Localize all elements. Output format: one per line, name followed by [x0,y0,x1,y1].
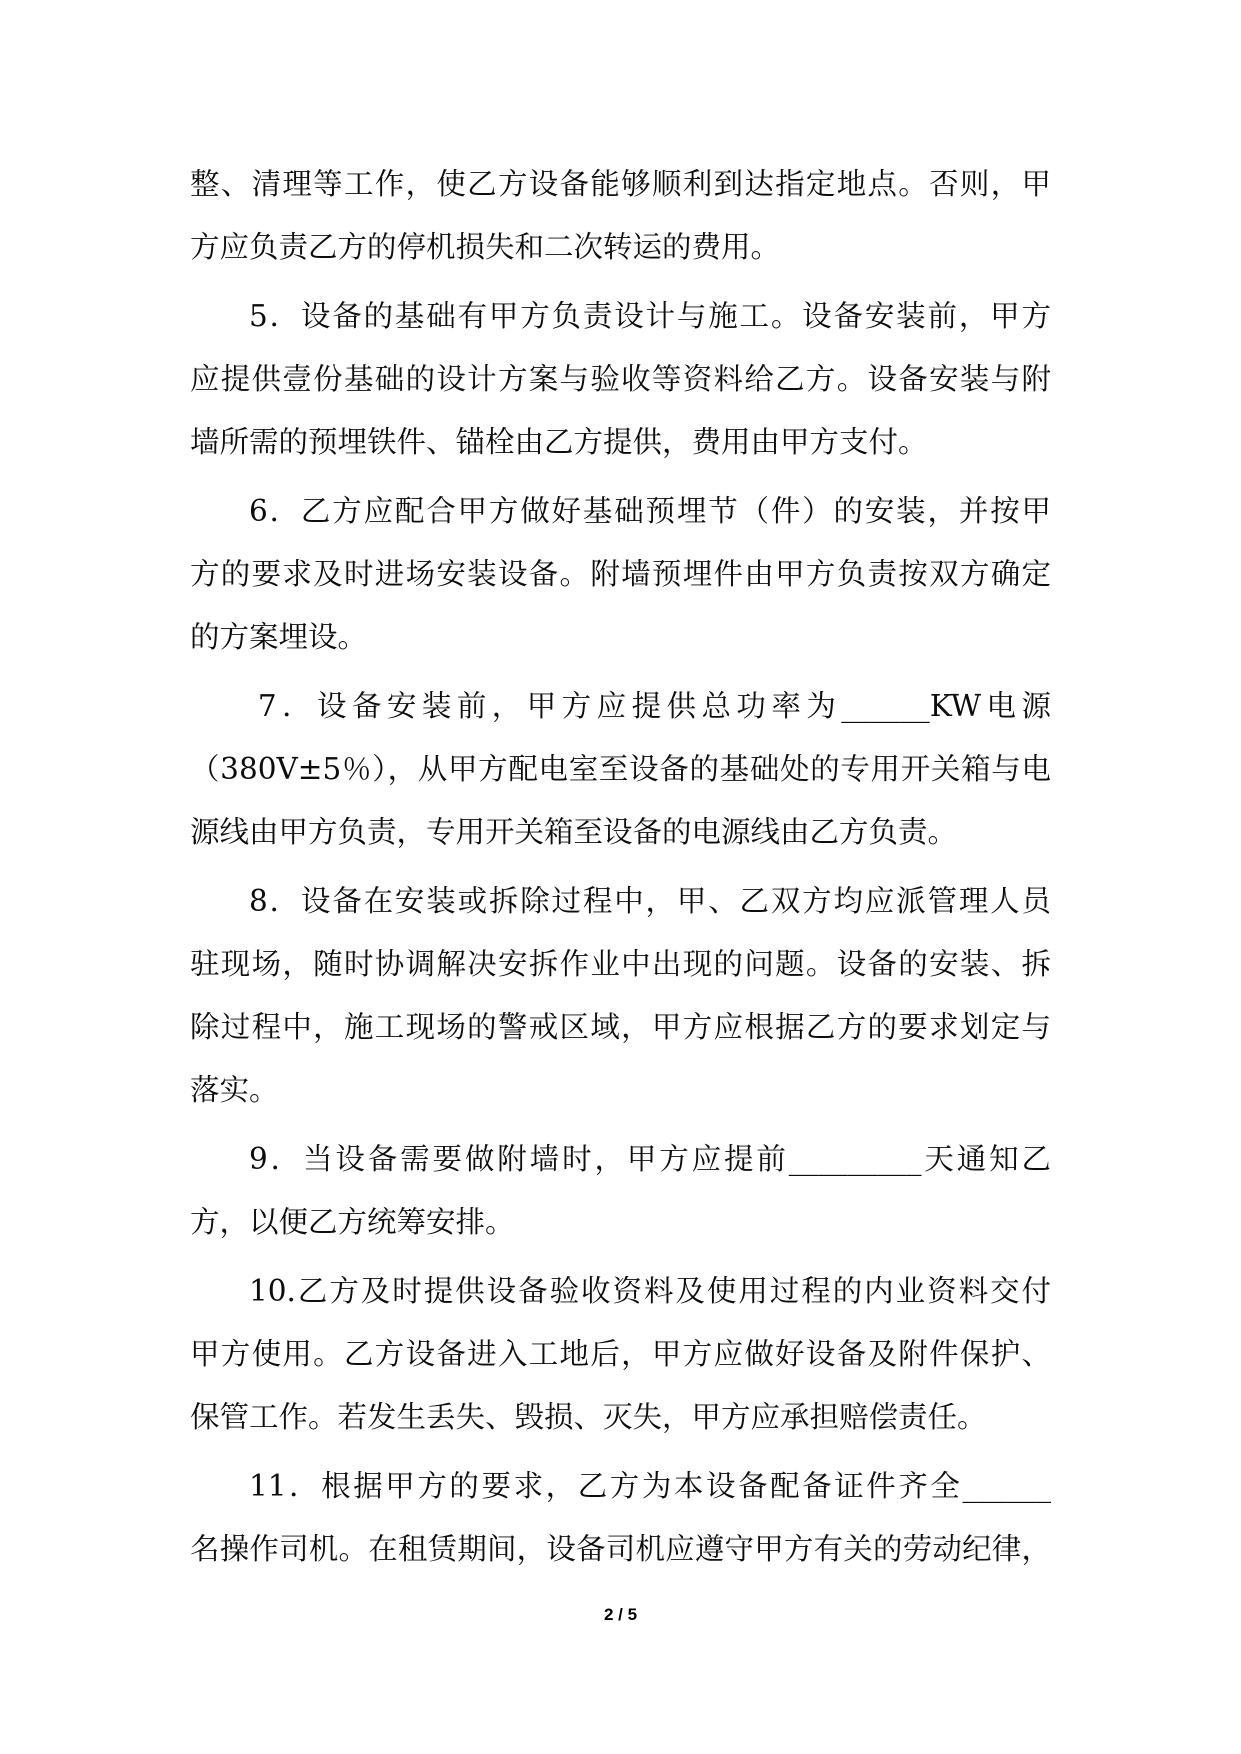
text-line: 整、清理等工作，使乙方设备能够顺利到达指定地点。否则，甲 [190,167,1051,201]
text-line: 除过程中，施工现场的警戒区域，甲方应根据乙方的要求划定与 [190,1010,1051,1044]
text-line: 应提供壹份基础的设计方案与验收等资料给乙方。设备安装与附 [190,362,1051,396]
text-line: 7．设备安装前，甲方应提供总功率为______KW电源 [257,689,1051,723]
document-body [190,153,1051,1581]
text-line: 11．根据甲方的要求，乙方为本设备配备证件齐全______ [249,1469,1051,1503]
text-line: 驻现场，随时协调解决安拆作业中出现的问题。设备的安装、拆 [190,947,1051,981]
page-number: 2 / 5 [603,1605,638,1624]
paragraph-clause-5 [190,285,1051,474]
text-line: 9．当设备需要做附墙时，甲方应提前_________天通知乙 [249,1142,1051,1176]
paragraph-clause-4-continued [190,153,1051,279]
text-line: 5．设备的基础有甲方负责设计与施工。设备安装前，甲方 [249,299,1051,333]
text-line: 源线由甲方负责，专用开关箱至设备的电源线由乙方负责。 [190,815,958,849]
text-line: 墙所需的预埋铁件、锚栓由乙方提供，费用由甲方支付。 [190,425,928,459]
paragraph-clause-11 [190,1455,1051,1581]
paragraph-clause-9 [190,1128,1051,1254]
text-line: 名操作司机。在租赁期间，设备司机应遵守甲方有关的劳动纪律， [190,1532,1051,1566]
paragraph-clause-7 [190,675,1051,864]
text-line: 方，以便乙方统筹安排。 [190,1205,515,1239]
text-line: 甲方使用。乙方设备进入工地后，甲方应做好设备及附件保护、 [190,1337,1051,1371]
paragraph-clause-6 [190,480,1051,669]
text-line: 10.乙方及时提供设备验收资料及使用过程的内业资料交付 [249,1274,1051,1308]
text-line: 的方案埋设。 [190,620,368,654]
text-line: 方应负责乙方的停机损失和二次转运的费用。 [190,230,781,264]
text-line: 方的要求及时进场安装设备。附墙预埋件由甲方负责按双方确定 [190,557,1051,591]
text-line: 8．设备在安装或拆除过程中，甲、乙双方均应派管理人员 [249,884,1051,918]
text-line: 6．乙方应配合甲方做好基础预埋节（件）的安装，并按甲 [249,494,1051,528]
text-line: （380V±5％），从甲方配电室至设备的基础处的专用开关箱与电 [190,752,1051,786]
text-line: 保管工作。若发生丢失、毁损、灭失，甲方应承担赔偿责任。 [190,1400,987,1434]
text-line: 落实。 [190,1073,279,1107]
paragraph-clause-8 [190,870,1051,1122]
paragraph-clause-10 [190,1260,1051,1449]
